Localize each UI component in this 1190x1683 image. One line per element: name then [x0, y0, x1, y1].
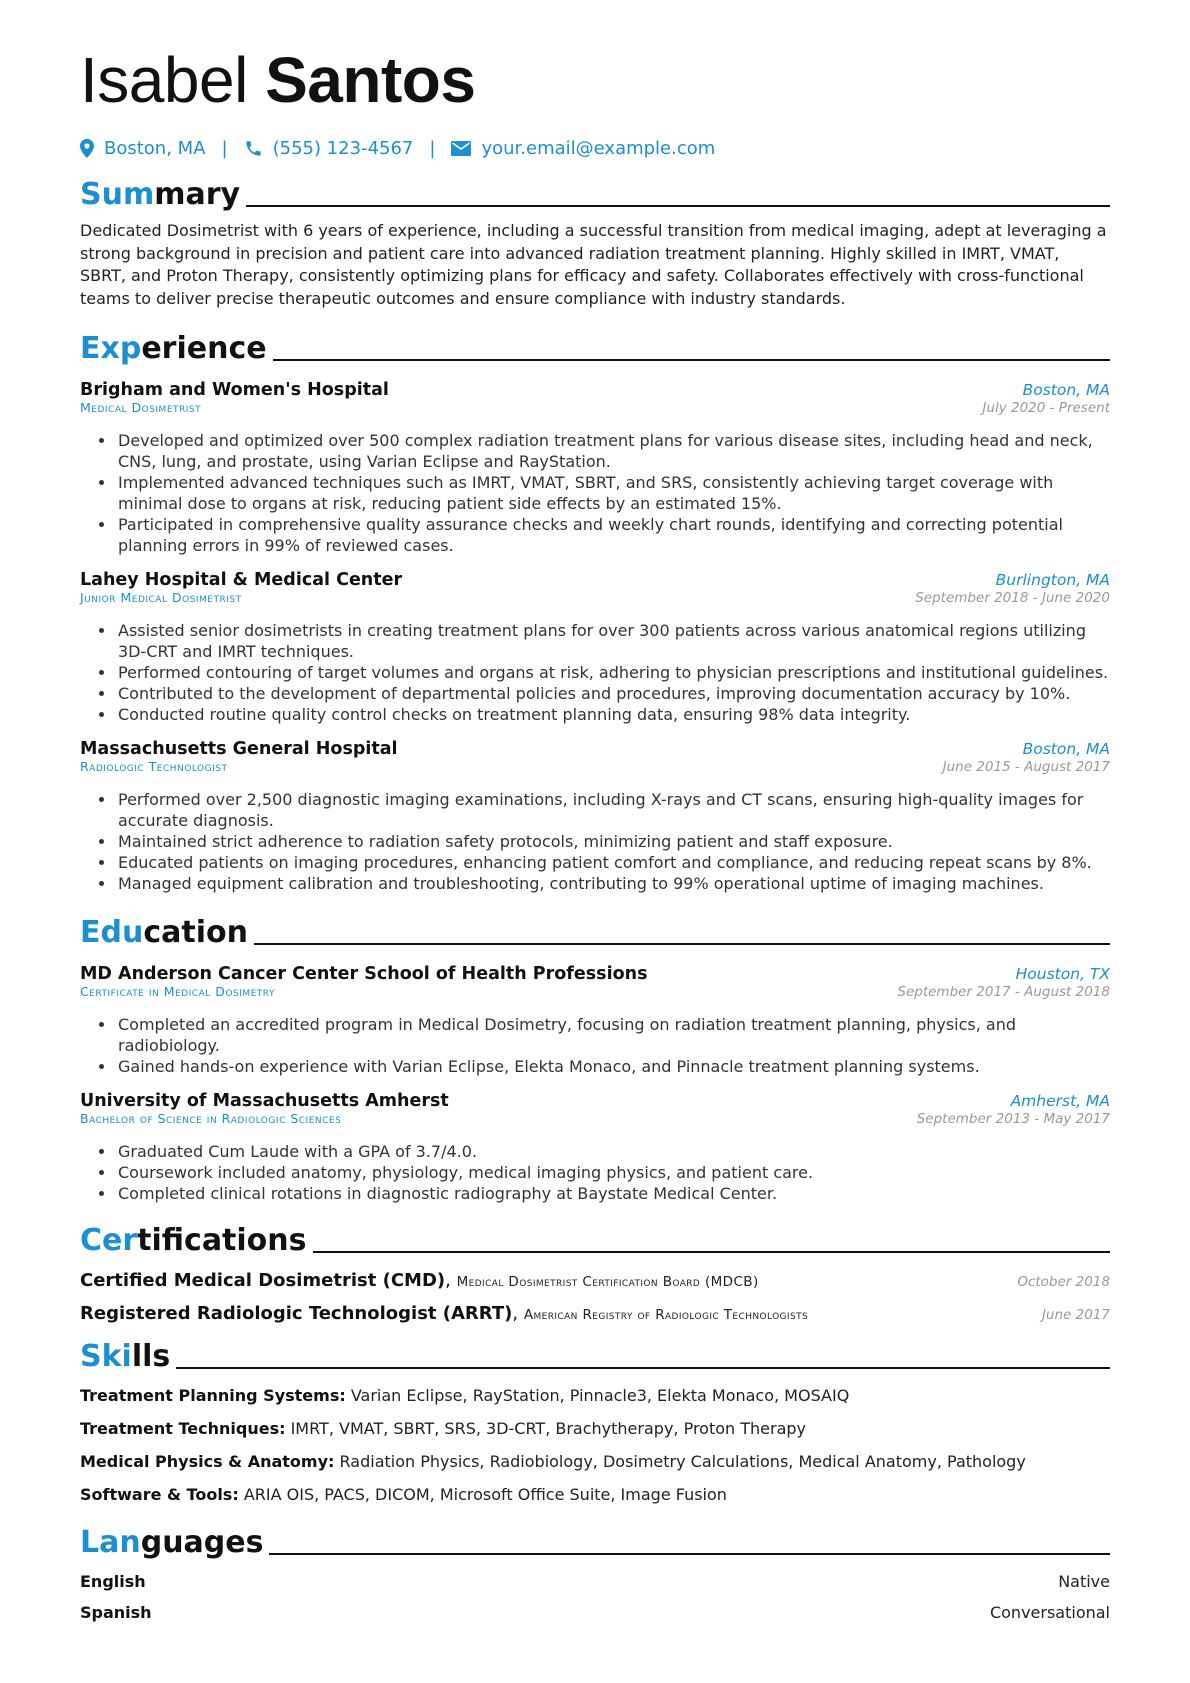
- email-text: your.email@example.com: [481, 137, 716, 159]
- bullet-item: • Completed an accredited program in Medical Dosimetry, focusing on radiation treatment planning, physics, and radiobiology.: [116, 1014, 1110, 1056]
- experience-entry: [80, 570, 1110, 725]
- bullet-item: • Developed and optimized over 500 complex radiation treatment plans for various disease sites, including head and neck, CNS, lung, and prostate, using Varian Eclipse and RayStation.: [116, 430, 1110, 472]
- entry-dates: September 2013 - May 2017: [916, 1111, 1110, 1127]
- map-pin-icon: [80, 139, 94, 158]
- contact-location: [80, 138, 206, 159]
- education-heading: [80, 910, 1110, 950]
- summary-heading: [80, 172, 1110, 212]
- language-name: Spanish: [80, 1603, 152, 1622]
- bullet-item: • Contributed to the development of departmental policies and procedures, improving documentation accuracy by 10%.: [116, 683, 1110, 704]
- certifications-heading: [80, 1218, 1110, 1258]
- certification-name: Registered Radiologic Technologist (ARRT): [80, 1303, 513, 1324]
- language-level: Conversational: [989, 1603, 1110, 1622]
- certification-date: June 2017: [1041, 1307, 1110, 1323]
- certification-date: October 2018: [1017, 1274, 1110, 1290]
- location-text: Boston, MA: [104, 137, 206, 159]
- skill-value: ARIA OIS, PACS, DICOM, Microsoft Office Suite, Image Fusion: [243, 1485, 727, 1504]
- language-row: [80, 1603, 1110, 1622]
- entry-header-row: [80, 964, 1110, 984]
- bullet-item: • Conducted routine quality control checks on treatment planning data, ensuring 98% data integrity.: [116, 704, 1110, 725]
- certification-name: Certified Medical Dosimetrist (CMD): [80, 1270, 446, 1291]
- bullet-item: • Completed clinical rotations in diagnostic radiography at Baystate Medical Center.: [116, 1183, 1110, 1204]
- skill-row: [80, 1451, 1110, 1473]
- education-entry: [80, 964, 1110, 1077]
- certification-issuer: American Registry of Radiologic Technologists: [523, 1307, 809, 1323]
- experience-entry: [80, 739, 1110, 894]
- certification-list: [80, 1270, 1110, 1324]
- envelope-icon: [451, 141, 471, 156]
- bullet-list: [80, 620, 1110, 725]
- entry-location: Houston, TX: [1015, 965, 1110, 983]
- organization-name: University of Massachusetts Amherst: [80, 1091, 449, 1111]
- heading-accent: Cer: [80, 1223, 138, 1258]
- heading-rest: tifications: [137, 1223, 307, 1258]
- certification-info: [80, 1303, 808, 1324]
- skill-value: Radiation Physics, Radiobiology, Dosimetry Calculations, Medical Anatomy, Pathology: [339, 1452, 1026, 1471]
- entry-location: Amherst, MA: [1010, 1092, 1110, 1110]
- contact-separator: |: [429, 137, 436, 159]
- bullet-item: • Gained hands-on experience with Varian Eclipse, Elekta Monaco, and Pinnacle treatment planning systems.: [116, 1056, 1110, 1077]
- skill-value: IMRT, VMAT, SBRT, SRS, 3D-CRT, Brachytherapy, Proton Therapy: [290, 1419, 807, 1438]
- candidate-name: [80, 44, 1110, 116]
- entry-location: Boston, MA: [1022, 381, 1110, 399]
- entry-header-row: [80, 570, 1110, 590]
- entry-dates: September 2018 - June 2020: [915, 590, 1110, 606]
- bullet-item: • Performed over 2,500 diagnostic imaging examinations, including X-rays and CT scans, ensuring high-quality images for accurate diagnosis.: [116, 789, 1110, 831]
- language-name: English: [80, 1572, 146, 1591]
- skill-label: Medical Physics & Anatomy:: [80, 1452, 335, 1471]
- heading-rest: mary: [154, 177, 241, 212]
- education-list: [80, 964, 1110, 1204]
- contact-phone[interactable]: [244, 138, 414, 159]
- entry-dates: July 2020 - Present: [982, 400, 1110, 416]
- organization-name: Massachusetts General Hospital: [80, 739, 398, 759]
- entry-subheader-row: [80, 400, 1110, 416]
- bullet-list: [80, 1141, 1110, 1204]
- experience-entry: [80, 380, 1110, 556]
- heading-rest: cation: [143, 915, 248, 950]
- heading-accent: Sum: [80, 177, 155, 212]
- entry-header-row: [80, 380, 1110, 400]
- phone-icon: [244, 139, 263, 158]
- skill-value: Varian Eclipse, RayStation, Pinnacle3, Elekta Monaco, MOSAIQ: [350, 1386, 850, 1405]
- phone-text: (555) 123-4567: [272, 137, 414, 159]
- heading-rest: erience: [141, 331, 267, 366]
- role-title: Junior Medical Dosimetrist: [80, 590, 242, 605]
- role-title: Radiologic Technologist: [80, 759, 228, 774]
- certification-row: [80, 1303, 1110, 1324]
- entry-location: Boston, MA: [1022, 740, 1110, 758]
- heading-accent: Exp: [80, 331, 142, 366]
- certification-comma: ,: [445, 1270, 457, 1291]
- organization-name: MD Anderson Cancer Center School of Health Professions: [80, 964, 648, 984]
- heading-rule: [313, 1251, 1110, 1253]
- skills-heading: [80, 1334, 1110, 1374]
- bullet-item: • Assisted senior dosimetrists in creating treatment plans for over 300 patients across various anatomical regions utilizing 3D-CRT and IMRT techniques.: [116, 620, 1110, 662]
- skill-row: [80, 1385, 1110, 1407]
- contact-line: [80, 134, 1110, 162]
- skill-row: [80, 1418, 1110, 1440]
- heading-rule: [273, 359, 1110, 361]
- contact-separator: |: [221, 137, 228, 159]
- bullet-item: • Managed equipment calibration and troubleshooting, contributing to 99% operational uptime of imaging machines.: [116, 873, 1110, 894]
- last-name: Santos: [265, 44, 476, 116]
- skill-list: [80, 1385, 1110, 1506]
- heading-rest: guages: [140, 1525, 264, 1560]
- heading-rest: lls: [131, 1339, 171, 1374]
- certification-issuer: Medical Dosimetrist Certification Board (MDCB): [456, 1274, 759, 1290]
- experience-heading: [80, 326, 1110, 366]
- entry-subheader-row: [80, 759, 1110, 775]
- skill-label: Software & Tools:: [80, 1485, 239, 1504]
- bullet-item: • Performed contouring of target volumes and organs at risk, adhering to physician prescriptions and institutional guidelines.: [116, 662, 1110, 683]
- languages-heading: [80, 1520, 1110, 1560]
- role-title: Medical Dosimetrist: [80, 400, 202, 415]
- language-row: [80, 1572, 1110, 1591]
- organization-name: Brigham and Women's Hospital: [80, 380, 389, 400]
- organization-name: Lahey Hospital & Medical Center: [80, 570, 403, 590]
- skill-label: Treatment Planning Systems:: [80, 1386, 346, 1405]
- experience-list: [80, 380, 1110, 894]
- heading-accent: Edu: [80, 915, 144, 950]
- bullet-item: • Educated patients on imaging procedures, enhancing patient comfort and compliance, and reducing repeat scans by 8%.: [116, 852, 1110, 873]
- entry-header-row: [80, 1091, 1110, 1111]
- entry-subheader-row: [80, 590, 1110, 606]
- contact-email[interactable]: [451, 138, 715, 159]
- entry-header-row: [80, 739, 1110, 759]
- bullet-list: [80, 430, 1110, 556]
- certification-info: [80, 1270, 759, 1291]
- role-title: Certificate in Medical Dosimetry: [80, 984, 275, 999]
- education-entry: [80, 1091, 1110, 1204]
- entry-dates: June 2015 - August 2017: [942, 759, 1110, 775]
- role-title: Bachelor of Science in Radiologic Sciences: [80, 1111, 342, 1126]
- skill-row: [80, 1484, 1110, 1506]
- bullet-item: • Coursework included anatomy, physiology, medical imaging physics, and patient care.: [116, 1162, 1110, 1183]
- heading-rule: [269, 1553, 1110, 1555]
- heading-accent: Ski: [80, 1339, 132, 1374]
- heading-rule: [176, 1367, 1110, 1369]
- bullet-list: [80, 1014, 1110, 1077]
- bullet-item: • Maintained strict adherence to radiation safety protocols, minimizing patient and staff exposure.: [116, 831, 1110, 852]
- heading-rule: [246, 205, 1110, 207]
- entry-location: Burlington, MA: [995, 571, 1110, 589]
- heading-rule: [254, 943, 1110, 945]
- entry-subheader-row: [80, 1111, 1110, 1127]
- entry-subheader-row: [80, 984, 1110, 1000]
- certification-row: [80, 1270, 1110, 1291]
- language-level: Native: [1058, 1572, 1110, 1591]
- certification-comma: ,: [512, 1303, 524, 1324]
- first-name: Isabel: [80, 44, 248, 116]
- bullet-item: • Implemented advanced techniques such as IMRT, VMAT, SBRT, and SRS, consistently achieving target coverage with minimal dose to organs at risk, reducing patient side effects by an estimated 15%.: [116, 472, 1110, 514]
- bullet-item: • Participated in comprehensive quality assurance checks and weekly chart rounds, identifying and correcting potential planning errors in 99% of reviewed cases.: [116, 514, 1110, 556]
- language-list: [80, 1572, 1110, 1622]
- bullet-list: [80, 789, 1110, 894]
- heading-accent: Lan: [80, 1525, 141, 1560]
- summary-text: Dedicated Dosimetrist with 6 years of experience, including a successful transition from medical imaging, adept at leveraging a strong background in precision and patient care into advanced radiation treatment planning. Highly skilled in IMRT, VMAT, SBRT, and Proton Therapy, consistently optimizing plans for efficacy and safety. Collaborates effectively with cross-functional teams to deliver precise therapeutic outcomes and ensure compliance with industry standards.: [80, 221, 1107, 308]
- entry-dates: September 2017 - August 2018: [897, 984, 1110, 1000]
- skill-label: Treatment Techniques:: [80, 1419, 286, 1438]
- bullet-item: • Graduated Cum Laude with a GPA of 3.7/4.0.: [116, 1141, 1110, 1162]
